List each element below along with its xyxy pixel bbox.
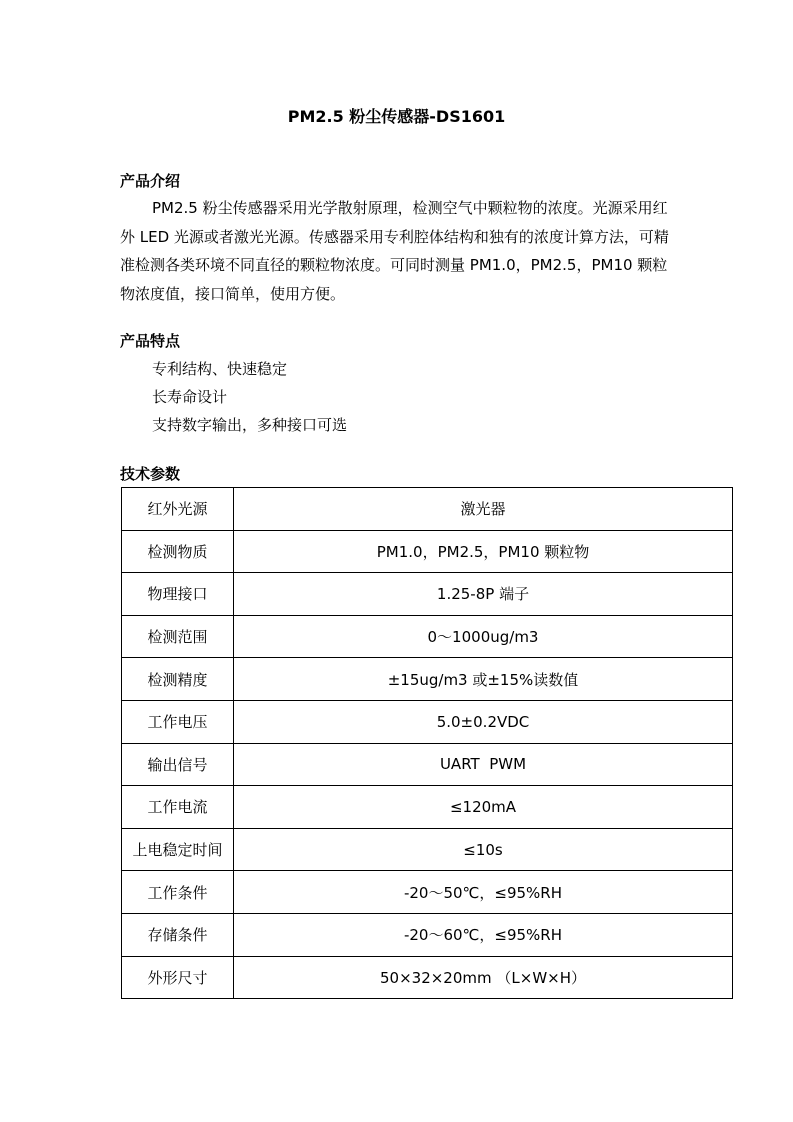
feature-item: 长寿命设计: [152, 388, 228, 406]
spec-value: -20～50℃，≤95%RH: [234, 871, 733, 914]
spec-value: PM1.0，PM2.5，PM10 颗粒物: [234, 530, 733, 573]
intro-text: PM2.5 粉尘传感器采用光学散射原理，检测空气中颗粒物的浓度。光源采用红外 LED 光源或者激光光源。传感器采用专利腔体结构和独有的浓度计算方法，可精准检测各类环境不同直径的颗粒物浓度。可同时测量 PM1.0，PM2.5，PM10 颗粒物浓度值，接口简单，使用方便。: [120, 199, 669, 303]
table-row: [122, 956, 733, 999]
feature-list: [152, 355, 347, 439]
spec-label: 物理接口: [122, 573, 234, 616]
table-row: [122, 700, 733, 743]
spec-label: 输出信号: [122, 743, 234, 786]
spec-value: 0～1000ug/m3: [234, 615, 733, 658]
table-row: [122, 913, 733, 956]
table-row: [122, 786, 733, 829]
table-row: [122, 615, 733, 658]
spec-label: 存储条件: [122, 913, 234, 956]
spec-label: 工作电压: [122, 700, 234, 743]
table-row: [122, 658, 733, 701]
spec-value: 50×32×20mm （L×W×H）: [234, 956, 733, 999]
spec-value: UART PWM: [234, 743, 733, 786]
spec-value: ±15ug/m3 或±15%读数值: [234, 658, 733, 701]
table-row: [122, 573, 733, 616]
spec-value: ≤120mA: [234, 786, 733, 829]
table-row: [122, 743, 733, 786]
section-heading-specs: 技术参数: [120, 465, 181, 483]
table-row: [122, 871, 733, 914]
spec-label: 工作条件: [122, 871, 234, 914]
spec-label: 红外光源: [122, 488, 234, 531]
feature-item: 支持数字输出，多种接口可选: [152, 416, 348, 434]
section-heading-intro: 产品介绍: [120, 172, 181, 190]
spec-value: -20～60℃，≤95%RH: [234, 913, 733, 956]
section-heading-features: 产品特点: [120, 332, 181, 350]
spec-value: 激光器: [234, 488, 733, 531]
spec-label: 检测物质: [122, 530, 234, 573]
spec-value: 1.25-8P 端子: [234, 573, 733, 616]
table-row: [122, 828, 733, 871]
document-title: PM2.5 粉尘传感器-DS1601: [287, 107, 506, 126]
table-row: [122, 488, 733, 531]
spec-label: 检测精度: [122, 658, 234, 701]
spec-table: [121, 487, 733, 999]
spec-label: 检测范围: [122, 615, 234, 658]
intro-paragraph: [120, 194, 680, 308]
spec-label: 工作电流: [122, 786, 234, 829]
spec-label: 上电稳定时间: [122, 828, 234, 871]
spec-label: 外形尺寸: [122, 956, 234, 999]
table-row: [122, 530, 733, 573]
spec-value: 5.0±0.2VDC: [234, 700, 733, 743]
spec-value: ≤10s: [234, 828, 733, 871]
feature-item: 专利结构、快速稳定: [152, 360, 288, 378]
